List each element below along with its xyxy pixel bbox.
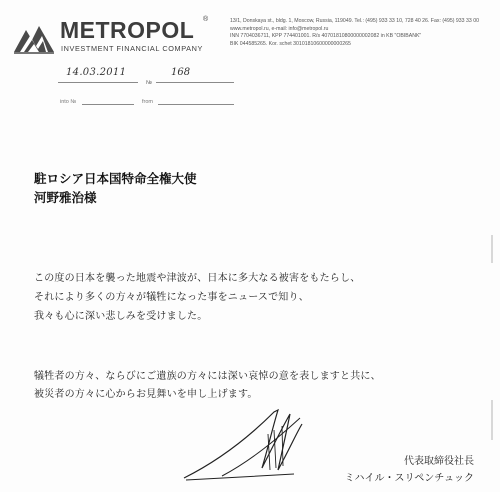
body-line: それにより多くの方々が犠牲になった事をニュースで知り、 xyxy=(34,292,309,303)
body-line: 犠牲者の方々、ならびにご遺族の方々には深い哀悼の意を表しますと共に、 xyxy=(34,371,381,382)
company-web: www.metropol.ru, e-mail: info@metropol.ru xyxy=(230,25,329,32)
handwritten-signature xyxy=(182,404,312,482)
into-rule xyxy=(82,104,134,105)
company-bik: BIK 044585265. Kor. schet 30101810600000000265 xyxy=(230,40,351,47)
reference-number: 168 xyxy=(171,67,191,78)
metropol-logo-icon xyxy=(12,16,56,56)
signatory-title: 代表取締役社長 xyxy=(404,456,474,467)
brand-name: METROPOL xyxy=(60,17,195,43)
registered-mark: ® xyxy=(203,16,209,23)
reference-number-label: № xyxy=(146,80,152,86)
brand-tagline: INVESTMENT FINANCIAL COMPANY xyxy=(61,44,203,53)
scan-edge-mark xyxy=(491,235,493,263)
from-rule xyxy=(158,104,234,105)
company-address: 13/1, Donskaya st., bldg. 1, Moscow, Russia, 119049. Tel.: (495) 933 33 10, 728 40 26. Fax: (495) 933 33 00 xyxy=(230,18,479,24)
date-rule xyxy=(58,82,138,83)
signatory-name: ミハイル・スリペンチュック xyxy=(344,473,474,484)
body-line: 被災者の方々に心からお見舞いを申し上げます。 xyxy=(34,389,258,400)
company-inn: INN 7704036711, KPP 774401001. R/s 40701810800000002082 in KB "OBIBANK" xyxy=(230,33,422,40)
from-label: from xyxy=(142,99,153,105)
scan-edge-mark xyxy=(491,400,493,440)
number-rule xyxy=(156,82,234,83)
reference-date: 14.03.2011 xyxy=(66,67,127,78)
recipient-name: 河野雅治様 xyxy=(34,190,97,205)
body-line: この度の日本を襲った地震や津波が、日本に多大なる被害をもたらし、 xyxy=(34,273,361,284)
recipient-title: 駐ロシア日本国特命全権大使 xyxy=(34,171,197,186)
company-details xyxy=(230,18,498,48)
body-line: 我々も心に深い悲しみを受けました。 xyxy=(34,311,208,322)
into-label: into № xyxy=(60,99,77,105)
